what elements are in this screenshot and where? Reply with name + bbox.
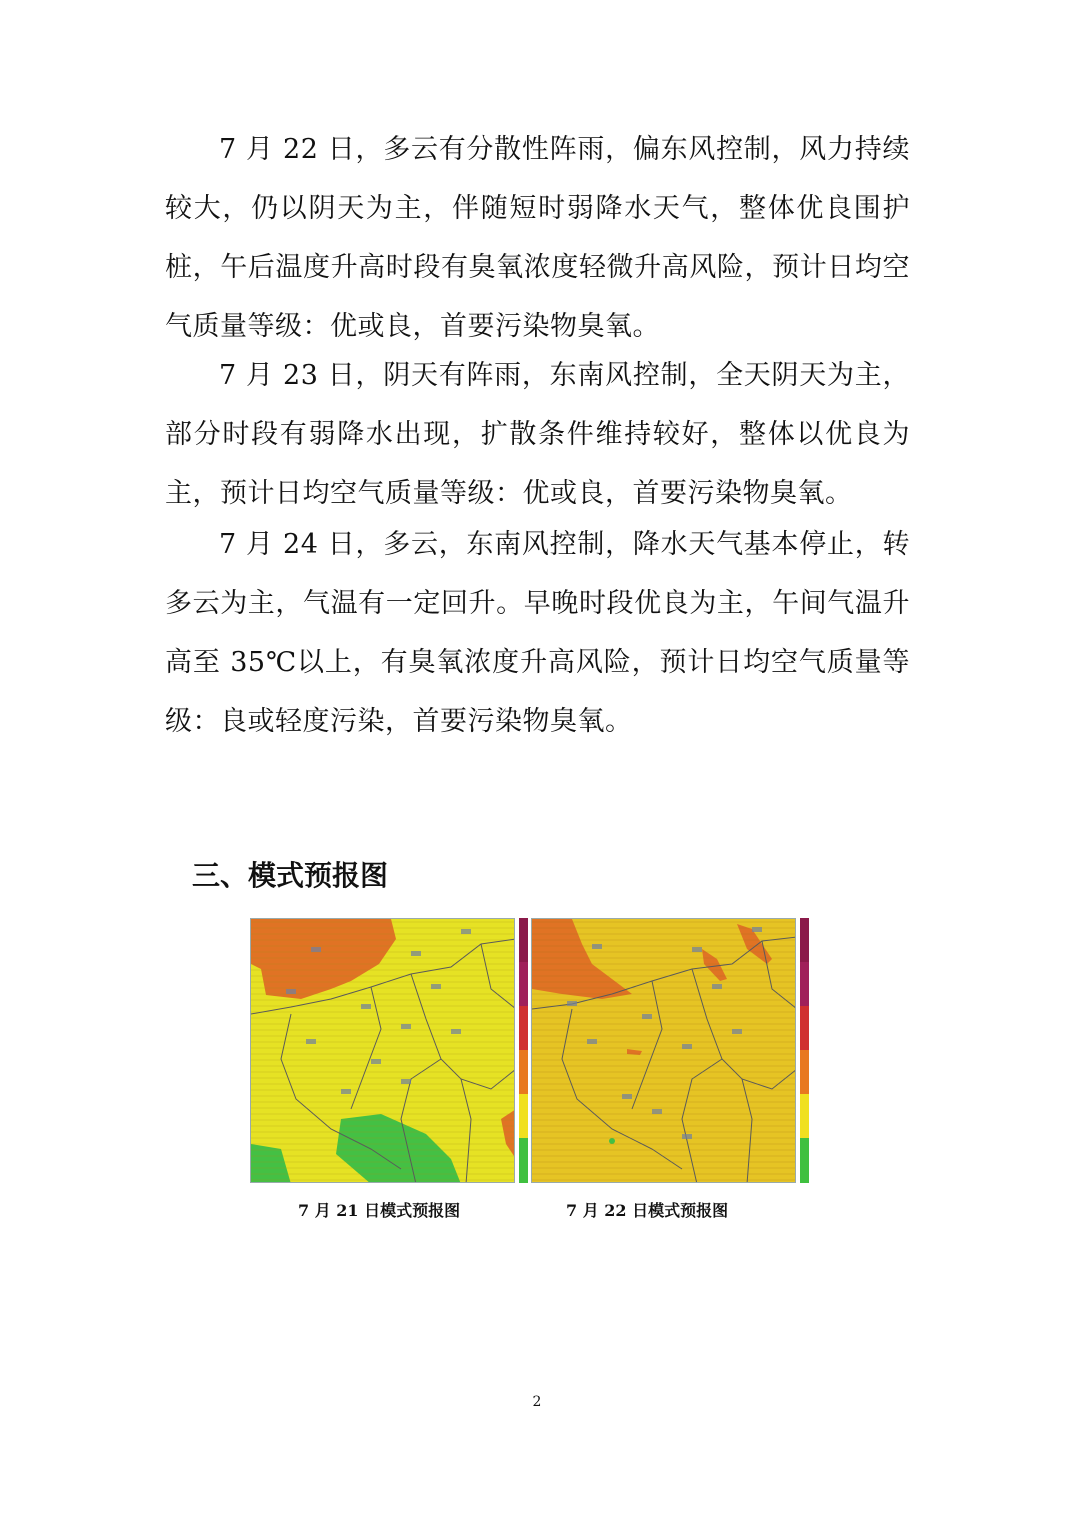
figure-caption-jul21: 7 月 21 日模式预报图: [298, 1201, 461, 1220]
section-heading: 三、模式预报图: [192, 859, 389, 892]
forecast-map-jul22: [531, 918, 796, 1183]
page-number: 2: [532, 1394, 542, 1410]
forecast-paragraph-jul22: 7 月 22 日，多云有分散性阵雨，偏东风控制，风力持续较大，仍以阴天为主，伴随短时弱降水天气，整体优良围护桩，午后温度升高时段有臭氧浓度轻微升高风险，预计日均空气质量等级：优或良，首要污染物臭氧。: [165, 134, 910, 342]
forecast-paragraph-jul23: 7 月 23 日，阴天有阵雨，东南风控制，全天阴天为主，部分时段有弱降水出现，扩散条件维持较好，整体以优良为主，预计日均空气质量等级：优或良，首要污染物臭氧。: [165, 360, 910, 509]
color-scale-jul22: [800, 918, 809, 1183]
color-scale-jul21: [519, 918, 528, 1183]
forecast-paragraph-jul24: 7 月 24 日，多云，东南风控制，降水天气基本停止，转多云为主，气温有一定回升。早晚时段优良为主，午间气温升高至 35℃以上，有臭氧浓度升高风险，预计日均空气质量等级：良或轻度污染，首要污染物臭氧。: [165, 529, 910, 737]
forecast-map-jul21: [250, 918, 515, 1183]
figure-caption-jul22: 7 月 22 日模式预报图: [566, 1201, 729, 1220]
